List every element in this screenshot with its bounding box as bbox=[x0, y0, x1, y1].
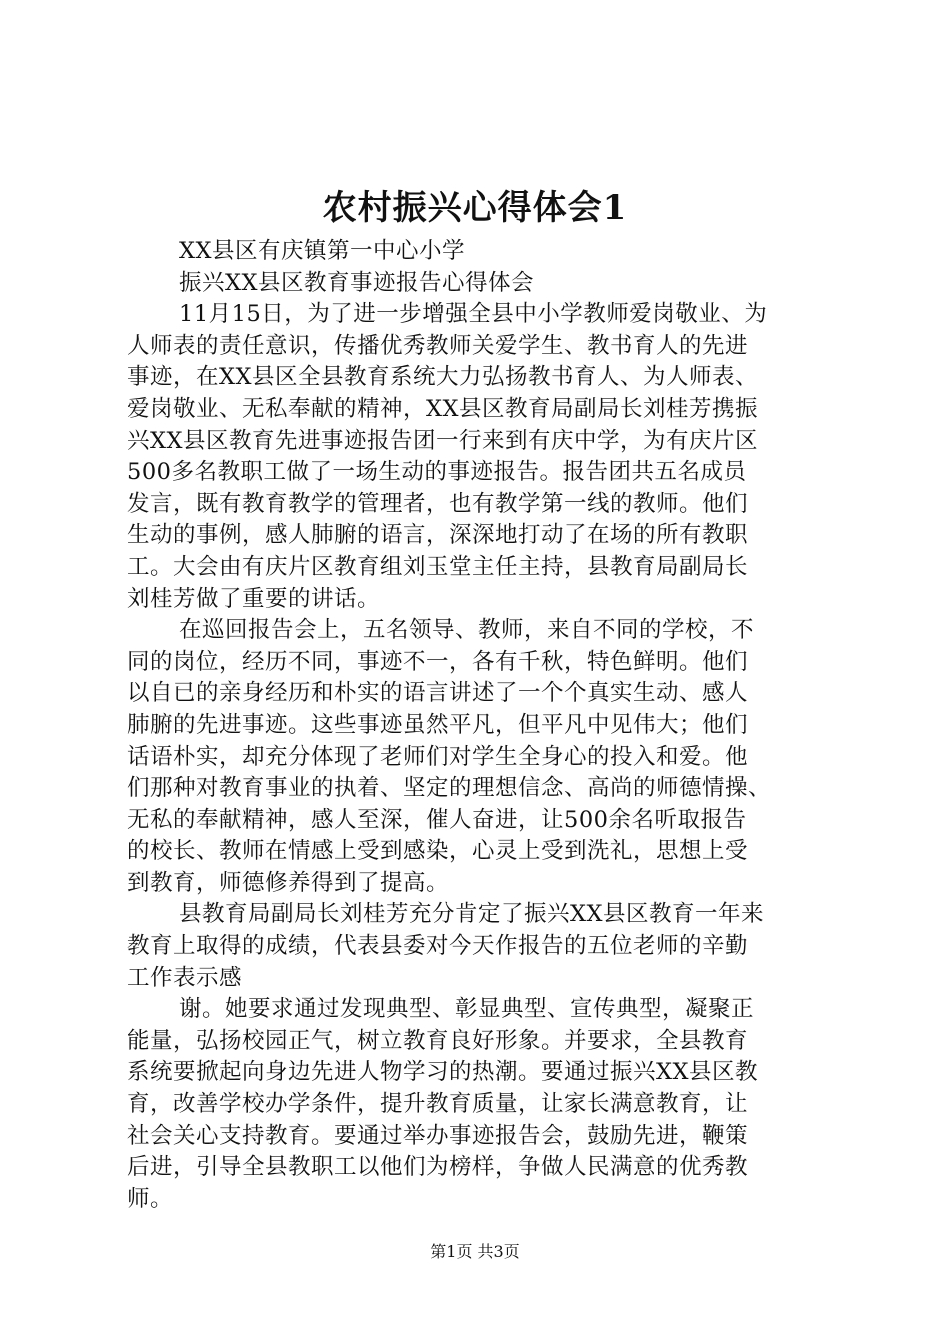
text-line: 的校长、教师在情感上受到感染，心灵上受到洗礼，思想上受 bbox=[127, 838, 749, 865]
text-line: 500多名教职工做了一场生动的事迹报告。报告团共五名成员 bbox=[127, 459, 747, 486]
text-line: 同的岗位，经历不同，事迹不一，各有千秋，特色鲜明。他们 bbox=[127, 648, 749, 675]
text-line: 在巡回报告会上，五名领导、教师，来自不同的学校，不 bbox=[179, 617, 755, 644]
text-line: 以自已的亲身经历和朴实的语言讲述了一个个真实生动、感人 bbox=[127, 680, 749, 707]
text-line: 肺腑的先进事迹。这些事迹虽然平凡，但平凡中见伟大；他们 bbox=[127, 711, 749, 738]
text-line: 谢。她要求通过发现典型、彰显典型、宣传典型，凝聚正 bbox=[179, 996, 755, 1023]
text-line: 兴XX县区教育先进事迹报告团一行来到有庆中学，为有庆片区 bbox=[127, 427, 759, 454]
text-line: 们那种对教育事业的执着、坚定的理想信念、高尚的师德情操、 bbox=[127, 775, 772, 802]
text-line: 到教育，师德修养得到了提高。 bbox=[127, 869, 450, 896]
text-line: 发言，既有教育教学的管理者，也有教学第一线的教师。他们 bbox=[127, 490, 749, 517]
page-footer: 第1页 共3页 bbox=[430, 1242, 520, 1261]
text-line: 人师表的责任意识，传播优秀教师关爱学生、教书育人的先进 bbox=[127, 332, 749, 359]
text-line: 工。大会由有庆片区教育组刘玉堂主任主持，县教育局副局长 bbox=[127, 553, 749, 580]
text-line: 育，改善学校办学条件，提升教育质量，让家长满意教育，让 bbox=[127, 1091, 749, 1118]
text-line: 社会关心支持教育。要通过举办事迹报告会，鼓励先进，鞭策 bbox=[127, 1122, 749, 1149]
text-line: 振兴XX县区教育事迹报告心得体会 bbox=[179, 269, 535, 296]
text-line: 生动的事例，感人肺腑的语言，深深地打动了在场的所有教职 bbox=[127, 522, 749, 549]
text-line: 刘桂芳做了重要的讲话。 bbox=[127, 585, 381, 612]
text-line: 话语朴实，却充分体现了老师们对学生全身心的投入和爱。他 bbox=[127, 743, 749, 770]
document-body bbox=[127, 236, 829, 1215]
text-line: 11月15日，为了进一步增强全县中小学教师爱岗敬业、为 bbox=[179, 301, 768, 328]
document-title: 农村振兴心得体会1 bbox=[322, 188, 628, 228]
text-line: 系统要掀起向身边先进人物学习的热潮。要通过振兴XX县区教 bbox=[127, 1059, 759, 1086]
text-line: 爱岗敬业、无私奉献的精神，XX县区教育局副局长刘桂芳携振 bbox=[127, 395, 759, 422]
text-line: XX县区有庆镇第一中心小学 bbox=[179, 238, 466, 264]
text-line: 县教育局副局长刘桂芳充分肯定了振兴XX县区教育一年来 bbox=[179, 901, 765, 928]
text-line: 工作表示感 bbox=[127, 964, 243, 991]
text-line: 后进，引导全县教职工以他们为榜样，争做人民满意的优秀教 bbox=[127, 1154, 749, 1181]
text-line: 无私的奉献精神，感人至深，催人奋进，让500余名听取报告 bbox=[127, 806, 747, 833]
text-line: 事迹，在XX县区全县教育系统大力弘扬教书育人、为人师表、 bbox=[127, 364, 759, 391]
text-line: 能量，弘扬校园正气，树立教育良好形象。并要求，全县教育 bbox=[127, 1027, 749, 1054]
text-line: 教育上取得的成绩，代表县委对今天作报告的五位老师的辛勤 bbox=[127, 933, 749, 960]
text-line: 师。 bbox=[127, 1185, 174, 1212]
